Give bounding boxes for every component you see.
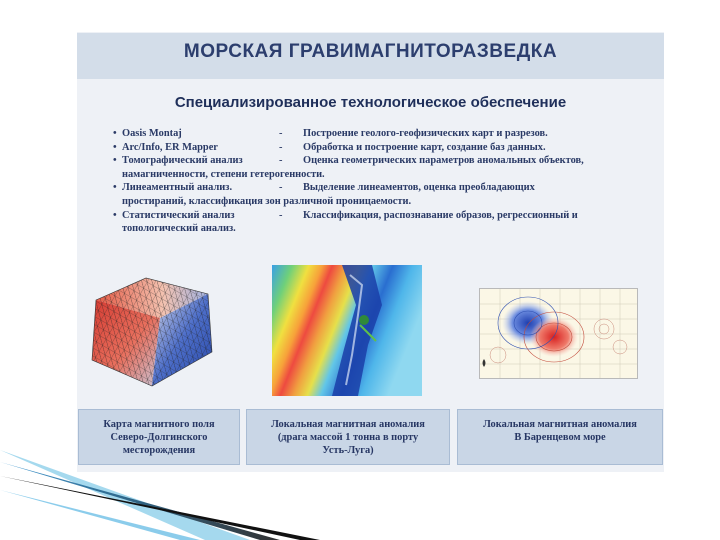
list-item	[113, 141, 658, 155]
bullet-dash: -	[279, 209, 283, 221]
bullet-dot-icon: •	[113, 141, 117, 153]
magnetic-field-cube-image	[88, 272, 216, 390]
bullet-dash: -	[279, 141, 283, 153]
page-subtitle: Специализированное технологическое обеспечение	[174, 94, 567, 111]
decorative-swoosh	[0, 440, 360, 540]
caption-line: Усть-Луга)	[322, 445, 374, 456]
bullet-dot-icon: •	[113, 155, 117, 167]
caption-line: месторождения	[122, 445, 196, 456]
title-bar	[77, 33, 664, 79]
caption-line: (драга массой 1 тонна в порту	[277, 432, 419, 443]
barents-sea-anomaly-map-image	[479, 288, 638, 379]
caption-line: Карта магнитного поля	[103, 419, 215, 430]
bullet-description: Обработка и построение карт, создание баз данных.	[303, 141, 546, 153]
list-item	[113, 127, 658, 141]
bullet-term: Линеаментный анализ.	[122, 182, 233, 194]
bullet-dash: -	[279, 182, 283, 194]
bullet-list	[113, 127, 658, 236]
list-item	[113, 209, 658, 223]
bullet-continuation: топологический анализ.	[122, 223, 236, 235]
bullet-dash: -	[279, 155, 283, 167]
caption-line: Локальная магнитная аномалия	[271, 419, 425, 430]
bullet-description: Выделение линеаментов, оценка преобладающих	[303, 182, 535, 194]
bullet-continuation: намагниченности, степени гетерогенности.	[122, 168, 325, 180]
caption-barents-sea-anomaly	[457, 409, 663, 465]
caption-line: В Баренцевом море	[514, 432, 606, 443]
list-item	[113, 154, 658, 168]
caption-line: Северо-Долгинского	[110, 432, 208, 443]
page-title: МОРСКАЯ ГРАВИМАГНИТОРАЗВЕДКА	[183, 41, 558, 62]
bullet-dot-icon: •	[113, 209, 117, 221]
bullet-term: Томографический анализ	[122, 155, 243, 167]
bullet-dash: -	[279, 128, 283, 139]
bullet-term: Oasis Montaj	[122, 128, 182, 139]
bullet-dot-icon: •	[113, 182, 117, 194]
bullet-term: Arc/Info, ER Mapper	[122, 141, 218, 153]
bullet-term: Статистический анализ	[122, 209, 235, 221]
caption-line: Локальная магнитная аномалия	[483, 419, 637, 430]
bullet-description: Классификация, распознавание образов, регрессионный и	[303, 209, 578, 221]
local-anomaly-dredge-image	[272, 265, 422, 396]
bullet-continuation: простираний, классификация зон различной проницаемости.	[122, 195, 412, 207]
bullet-description: Построение геолого-геофизических карт и разрезов.	[303, 128, 548, 139]
bullet-dot-icon: •	[113, 128, 117, 139]
bullet-description: Оценка геометрических параметров аномальных объектов,	[303, 155, 584, 167]
list-item	[113, 181, 658, 195]
